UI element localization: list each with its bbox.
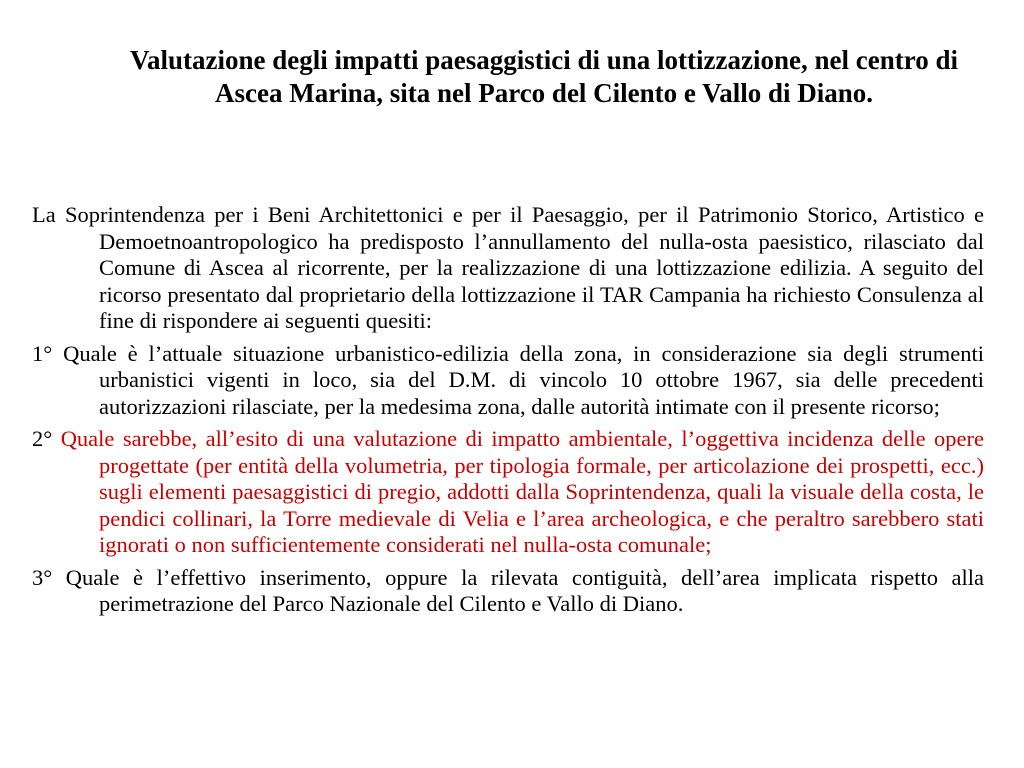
paragraph-question-3-text: 3° Quale è l’effettivo inserimento, oppure la rilevata contiguità, dell’area implicata rispetto alla perimetrazione del Parco Nazionale del Cilento e Vallo di Diano.	[32, 564, 984, 616]
paragraph-intro	[32, 202, 984, 335]
paragraph-question-2-text: Quale sarebbe, all’esito di una valutazione di impatto ambientale, l’oggettiva incidenza delle opere progettate (per entità della volumetria, per tipologia formale, per articolazione dei prospetti, ecc.) sugli elementi paesaggistici di pregio, addotti dalla Soprintendenza, quali la visuale della costa, le pendici collinari, la Torre medievale di Velia e l’area archeologica, e che peraltro sarebbero stati ignorati o non sufficientemente considerati nel nulla-osta comunale;	[60, 426, 985, 557]
paragraph-question-1-text: 1° Quale è l’attuale situazione urbanistico-edilizia della zona, in considerazione sia degli strumenti urbanistici vigenti in loco, sia del D.M. di vincolo 10 ottobre 1967, sia delle precedenti autorizzazioni rilasciate, per la medesima zona, dalle autorità intimate con il presente ricorso;	[32, 340, 984, 419]
paragraph-question-3	[32, 565, 984, 618]
paragraph-question-1	[32, 341, 984, 421]
slide-title: Valutazione degli impatti paesaggistici di una lottizzazione, nel centro di Ascea Marina, sita nel Parco del Cilento e Vallo di Diano.	[130, 45, 958, 108]
question-2-number: 2°	[32, 426, 61, 451]
paragraph-intro-text: La Soprintendenza per i Beni Architettonici e per il Paesaggio, per il Patrimonio Storico, Artistico e Demoetnoantropologico ha predisposto l’annullamento del nulla-osta paesistico, rilasciato dal Comune di Ascea al ricorrente, per la realizzazione di una lottizzazione edilizia. A seguito del ricorso presentato dal proprietario della lottizzazione il TAR Campania ha richiesto Consulenza al fine di rispondere ai seguenti quesiti:	[32, 202, 984, 333]
slide-body	[32, 202, 984, 624]
paragraph-question-2	[32, 426, 984, 559]
